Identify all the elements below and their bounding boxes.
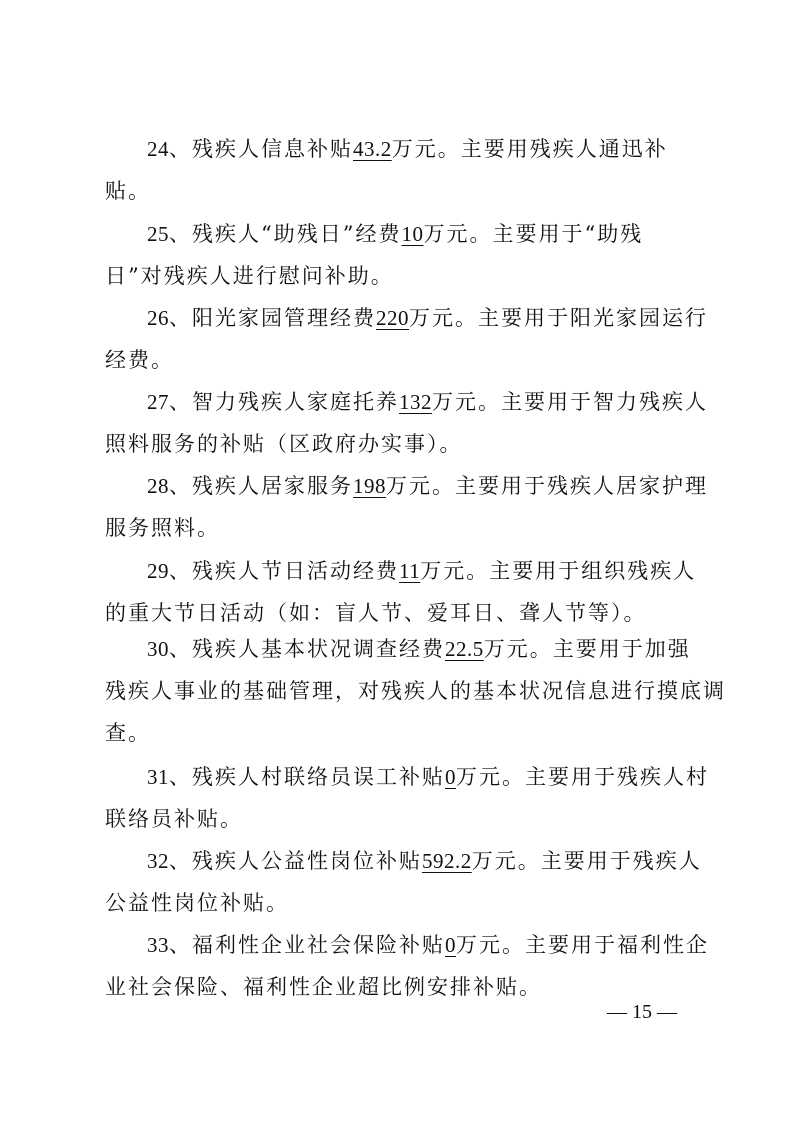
item-amount: 0 xyxy=(445,765,456,789)
item-amount: 592.2 xyxy=(422,849,472,873)
item-description: 万元。主要用于组织残疾人 xyxy=(420,559,697,583)
item-amount: 22.5 xyxy=(445,637,484,661)
item-separator: 、 xyxy=(169,222,192,246)
item-number: 28 xyxy=(147,474,169,498)
item-first-line xyxy=(105,924,709,966)
item-description: 万元。主要用于阳光家园运行 xyxy=(409,306,708,330)
item-amount: 220 xyxy=(376,306,409,330)
item-name: 残疾人公益性岗位补贴 xyxy=(192,849,422,873)
item-number: 26 xyxy=(147,306,169,330)
item-first-line xyxy=(105,756,709,798)
item-separator: 、 xyxy=(169,306,192,330)
list-item xyxy=(105,756,709,840)
item-name: 残疾人信息补贴 xyxy=(192,137,353,161)
item-continuation-line: 业社会保险、福利性企业超比例安排补贴。 xyxy=(105,975,542,999)
item-continuation-line: 残疾人事业的基础管理，对残疾人的基本状况信息进行摸底调 xyxy=(105,679,726,703)
item-number: 33 xyxy=(147,933,169,957)
item-description: 万元。主要用于智力残疾人 xyxy=(432,390,708,414)
item-separator: 、 xyxy=(169,474,192,498)
item-continuation-line: 公益性岗位补贴。 xyxy=(105,891,289,915)
list-item xyxy=(105,550,697,634)
list-item xyxy=(105,213,685,297)
item-first-line xyxy=(105,550,697,592)
item-description: 万元。主要用于残疾人村 xyxy=(456,765,709,789)
item-number: 29 xyxy=(147,559,169,583)
item-continuation-line: 日”对残疾人进行慰问补助。 xyxy=(105,264,394,288)
item-separator: 、 xyxy=(169,559,192,583)
item-continuation-line: 经费。 xyxy=(105,348,174,372)
item-number: 25 xyxy=(147,222,169,246)
list-item xyxy=(105,924,709,1008)
item-name: 阳光家园管理经费 xyxy=(192,306,376,330)
item-amount: 10 xyxy=(401,222,424,246)
item-continuation-line: 联络员补贴。 xyxy=(105,807,243,831)
item-separator: 、 xyxy=(169,849,192,873)
item-description: 万元。主要用于“助残 xyxy=(423,222,644,246)
list-item xyxy=(105,465,708,549)
item-name: 残疾人居家服务 xyxy=(192,474,353,498)
item-first-line xyxy=(105,128,685,170)
item-first-line xyxy=(105,628,691,670)
list-item xyxy=(105,381,708,465)
item-name: 残疾人“助残日”经费 xyxy=(192,222,402,246)
item-continuation-line: 服务照料。 xyxy=(105,516,220,540)
item-amount: 43.2 xyxy=(353,137,392,161)
item-first-line xyxy=(105,297,708,339)
item-description: 万元。主要用残疾人通迅补 xyxy=(391,137,668,161)
item-separator: 、 xyxy=(169,637,192,661)
item-number: 30 xyxy=(147,637,169,661)
item-description: 万元。主要用于福利性企 xyxy=(456,933,709,957)
item-name: 残疾人基本状况调查经费 xyxy=(192,637,445,661)
list-item xyxy=(105,128,685,212)
item-continuation-line: 的重大节日活动（如：盲人节、爱耳日、聋人节等）。 xyxy=(105,601,647,625)
item-name: 福利性企业社会保险补贴 xyxy=(192,933,445,957)
item-amount: 11 xyxy=(399,559,421,583)
item-continuation-line: 查。 xyxy=(105,721,151,745)
item-number: 24 xyxy=(147,137,169,161)
page-number: — 15 — xyxy=(607,1001,677,1023)
item-continuation-line: 贴。 xyxy=(105,179,151,203)
item-description: 万元。主要用于残疾人居家护理 xyxy=(386,474,708,498)
item-amount: 132 xyxy=(399,390,432,414)
item-continuation-line: 照料服务的补贴（区政府办实事）。 xyxy=(105,432,463,456)
item-number: 27 xyxy=(147,390,169,414)
item-separator: 、 xyxy=(169,933,192,957)
item-amount: 0 xyxy=(445,933,456,957)
item-separator: 、 xyxy=(169,137,192,161)
item-first-line xyxy=(105,840,702,882)
item-description: 万元。主要用于残疾人 xyxy=(471,849,702,873)
list-item xyxy=(105,297,708,381)
item-name: 残疾人村联络员误工补贴 xyxy=(192,765,445,789)
list-item xyxy=(105,628,726,754)
item-amount: 198 xyxy=(353,474,386,498)
item-number: 31 xyxy=(147,765,169,789)
item-separator: 、 xyxy=(169,765,192,789)
item-name: 智力残疾人家庭托养 xyxy=(192,390,399,414)
list-item xyxy=(105,840,702,924)
item-first-line xyxy=(105,381,708,423)
item-number: 32 xyxy=(147,849,169,873)
item-description: 万元。主要用于加强 xyxy=(483,637,691,661)
item-first-line xyxy=(105,213,685,255)
item-separator: 、 xyxy=(169,390,192,414)
item-first-line xyxy=(105,465,708,507)
item-name: 残疾人节日活动经费 xyxy=(192,559,399,583)
